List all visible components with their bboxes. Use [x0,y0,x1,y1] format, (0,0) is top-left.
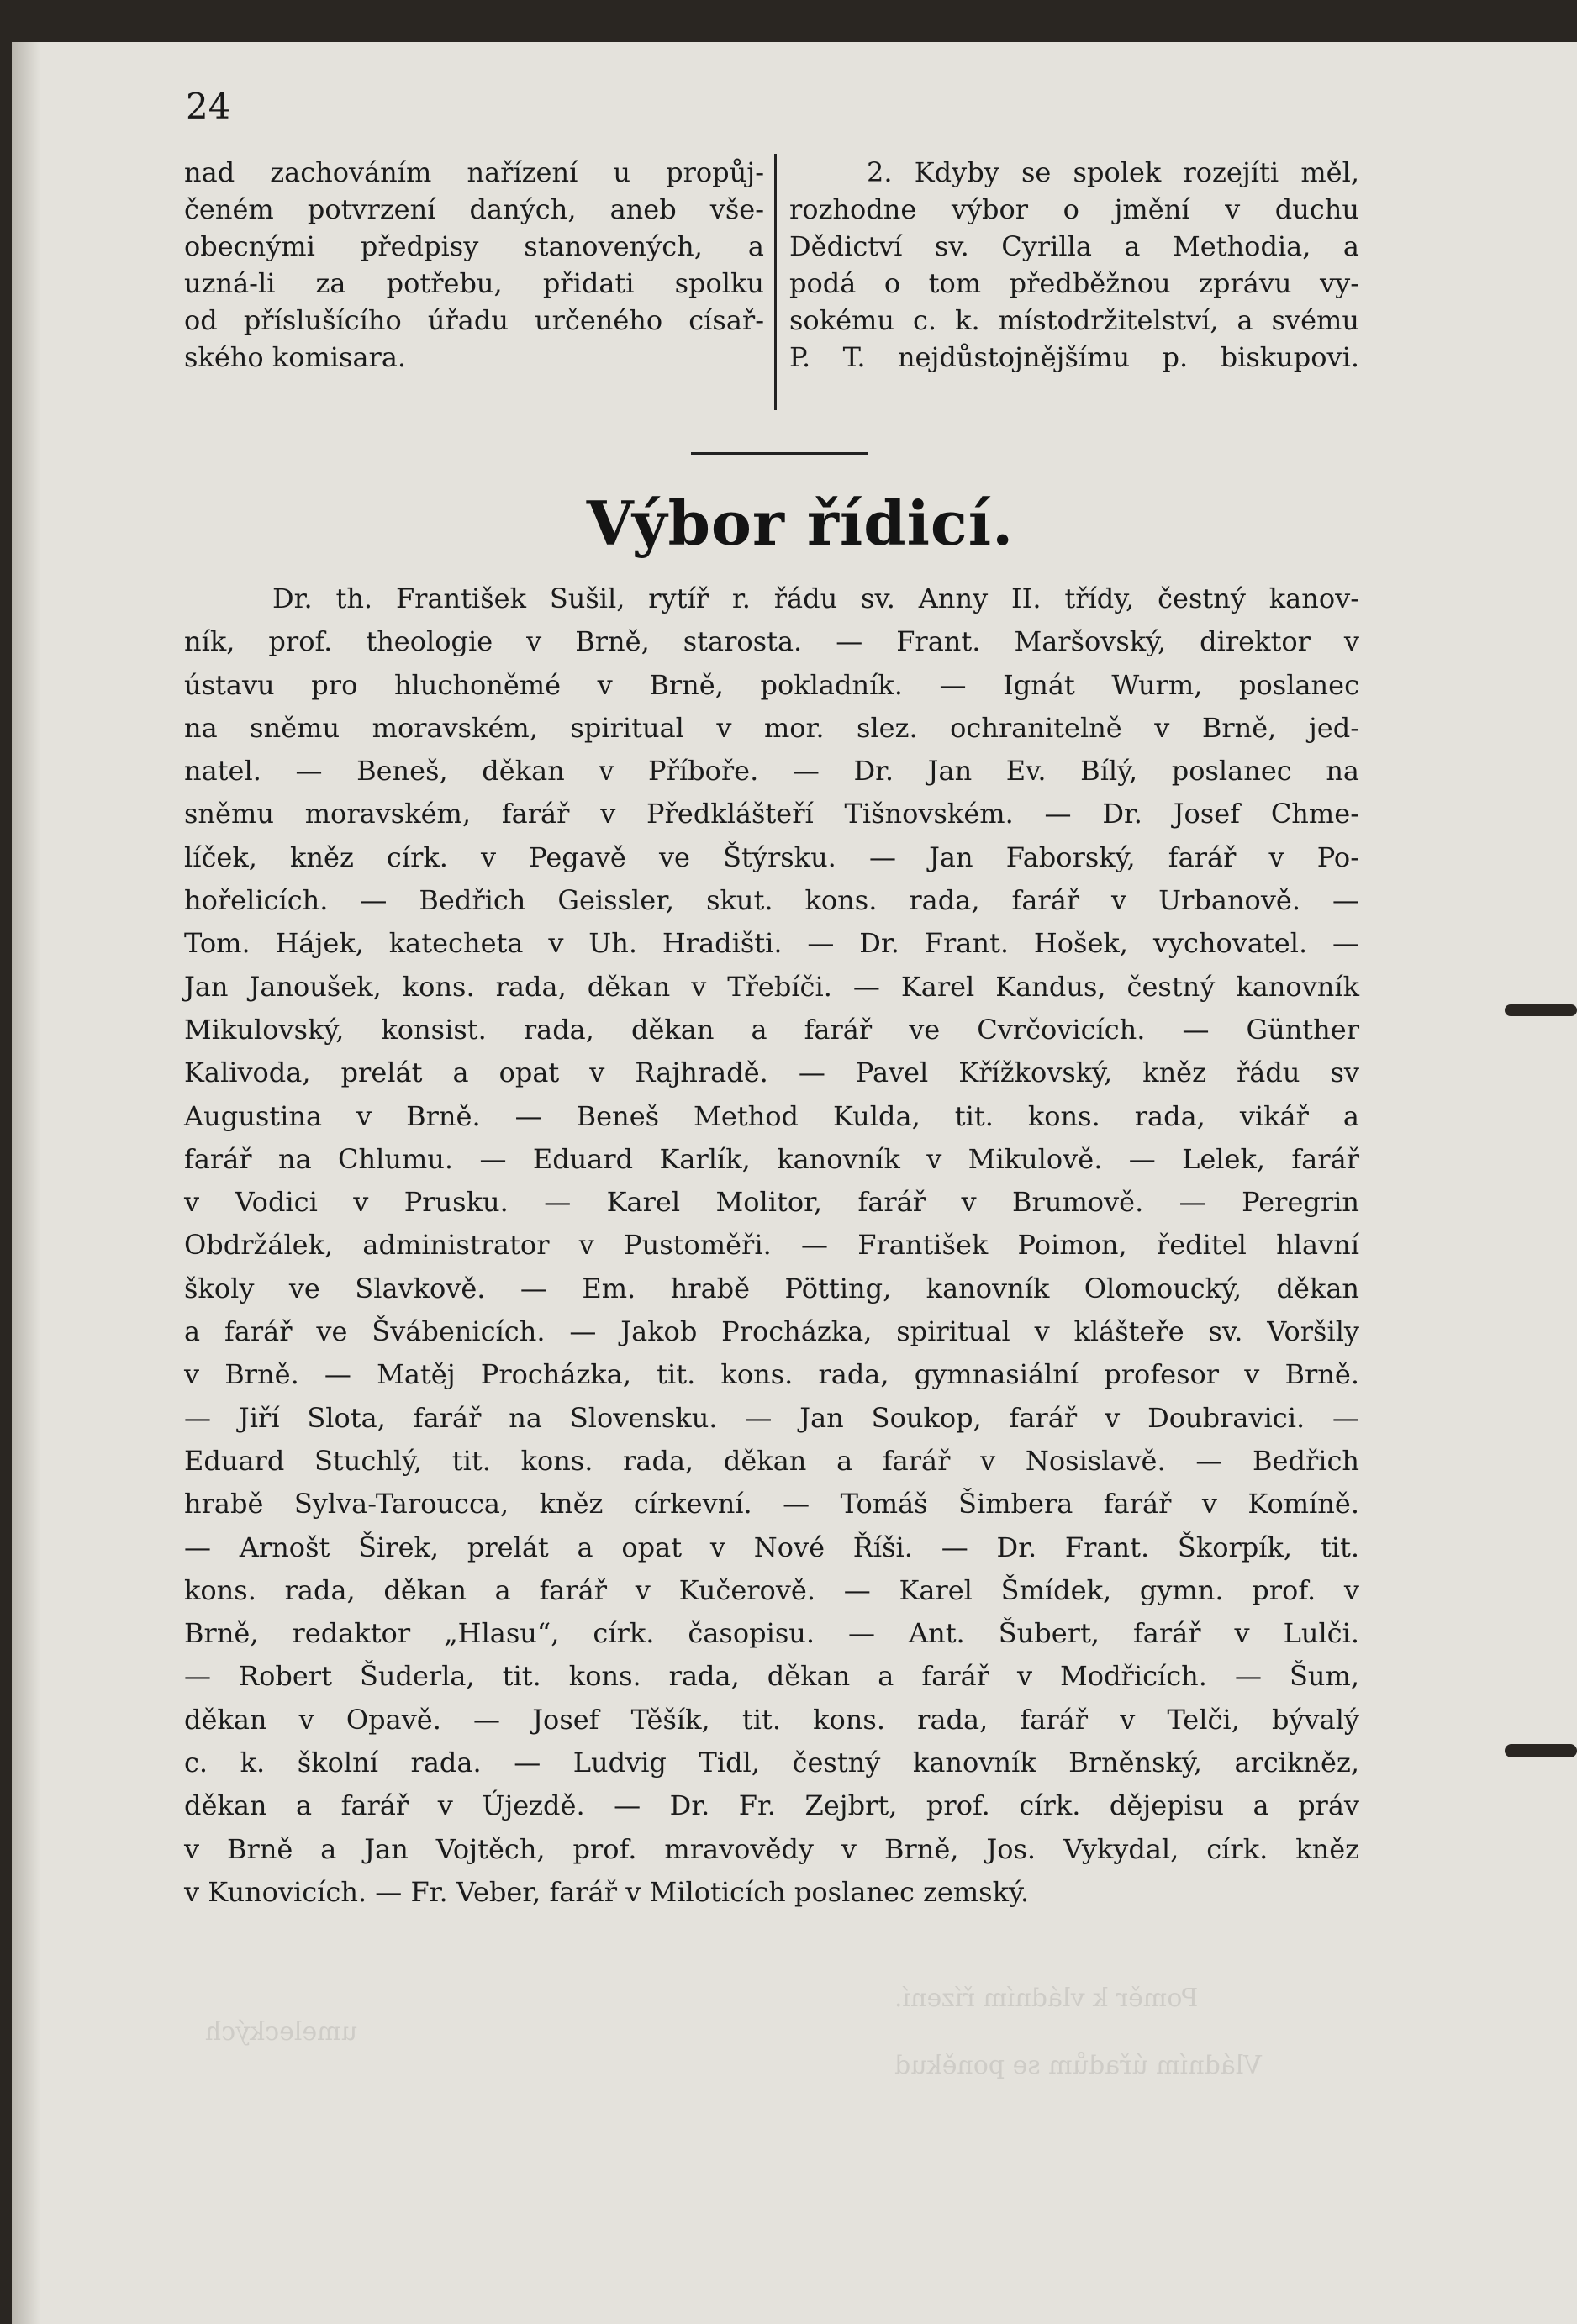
page-gutter-shadow [12,42,40,2324]
body-text-line: Kalivoda, prelát a opat v Rajhradě. — Pavel Křížkovský, kněz řádu sv [184,1057,1359,1089]
body-text-line: — Arnošt Širek, prelát a opat v Nové Říši. — Dr. Frant. Škorpík, tit. [184,1531,1359,1563]
body-text-line: sněmu moravském, farář v Předklášteří Tišnovském. — Dr. Josef Chme- [184,798,1359,830]
body-text-line: natel. — Beneš, děkan v Příboře. — Dr. Jan Ev. Bílý, poslanec na [184,755,1359,788]
body-text-line: děkan v Opavě. — Josef Těšík, tit. kons. rada, farář v Telči, bývalý [184,1703,1359,1736]
body-text-line: Dr. th. František Sušil, rytíř r. řádu sv. Anny II. třídy, čestný kanov- [272,582,1359,614]
section-rule [691,452,868,455]
body-text-line: děkan a farář v Újezdě. — Dr. Fr. Zejbrt, prof. círk. dějepisu a práv [184,1789,1359,1822]
scan-artifact [1505,1004,1577,1016]
body-text-line: c. k. školní rada. — Ludvig Tidl, čestný kanovník Brněnský, arcikněz, [184,1747,1359,1779]
text-line: uzná-li za potřebu, přidati spolku [184,267,764,299]
text-line: od příslušícího úřadu určeného císař- [184,304,764,336]
body-text-line: kons. rada, děkan a farář v Kučerově. — Karel Šmídek, gymn. prof. v [184,1573,1359,1606]
body-text-line: v Kunovicích. — Fr. Veber, farář v Miloticích poslanec zemský. [184,1875,1029,1908]
body-text-line: Mikulovský, konsist. rada, děkan a farář ve Cvrčovicích. — Günther [184,1013,1359,1046]
text-line: obecnými předpisy stanovených, a [184,230,764,262]
body-text-line: hořelicích. — Bedřich Geissler, skut. kons. rada, farář v Urbanově. — [184,884,1359,917]
text-line: nad zachováním nařízení u propůj- [184,156,764,188]
body-text-line: hrabě Sylva-Taroucca, kněz církevní. — Tomáš Šimbera farář v Komíně. [184,1488,1359,1520]
text-line: P. T. nejdůstojnějšímu p. biskupovi. [789,341,1359,373]
body-text-line: v Brně. — Matěj Procházka, tit. kons. rada, gymnasiální profesor v Brně. [184,1358,1359,1391]
scan-artifact [1505,1744,1577,1757]
text-line: rozhodne výbor o jmění v duchu [789,193,1359,225]
text-line: čeném potvrzení daných, aneb vše- [184,193,764,225]
section-heading: Výbor řídicí. [586,487,1015,559]
page-number: 24 [186,86,231,127]
committee-list [184,577,1359,1914]
body-text-line: farář na Chlumu. — Eduard Karlík, kanovník v Mikulově. — Lelek, farář [184,1142,1359,1175]
text-line: 2. Kdyby se spolek rozejíti měl, [867,156,1359,188]
body-text-line: na sněmu moravském, spiritual v mor. slez. ochranitelně v Brně, jed- [184,711,1359,744]
body-text-line: Jan Janoušek, kons. rada, děkan v Třebíči. — Karel Kandus, čestný kanovník [184,970,1359,1003]
body-text-line: ústavu pro hluchoněmé v Brně, pokladník. — Ignát Wurm, poslanec [184,668,1359,701]
text-line: podá o tom předběžnou zprávu vy- [789,267,1359,299]
body-text-line: líček, kněz círk. v Pegavě ve Štýrsku. — Jan Faborský, farář v Po- [184,841,1359,873]
book-page [12,42,1577,2324]
body-text-line: v Vodici v Prusku. — Karel Molitor, farář v Brumově. — Peregrin [184,1186,1359,1219]
body-text-line: Augustina v Brně. — Beneš Method Kulda, tit. kons. rada, vikář a [184,1099,1359,1132]
body-text-line: ník, prof. theologie v Brně, starosta. — Frant. Maršovský, direktor v [184,625,1359,658]
right-column [789,154,1359,376]
show-through-text: umeleckých [205,2017,357,2047]
body-text-line: školy ve Slavkově. — Em. hrabě Pötting, kanovník Olomoucký, děkan [184,1272,1359,1304]
body-text-line: Tom. Hájek, katecheta v Uh. Hradišti. — Dr. Frant. Hošek, vychovatel. — [184,927,1359,960]
show-through-text: Poměr k vládním řízení. [894,1984,1199,2013]
body-text-line: — Robert Šuderla, tit. kons. rada, děkan a farář v Modřicích. — Šum, [184,1660,1359,1693]
text-line: ského komisara. [184,341,407,373]
body-text-line: Brně, redaktor „Hlasu“, círk. časopisu. — Ant. Šubert, farář v Lulči. [184,1617,1359,1650]
body-text-line: — Jiří Slota, farář na Slovensku. — Jan Soukop, farář v Doubravici. — [184,1401,1359,1434]
body-text-line: v Brně a Jan Vojtěch, prof. mravovědy v Brně, Jos. Vykydal, círk. kněz [184,1832,1359,1865]
body-text-line: a farář ve Švábenicích. — Jakob Procházka, spiritual v klášteře sv. Voršily [184,1315,1359,1348]
text-line: Dědictví sv. Cyrilla a Methodia, a [789,230,1359,262]
body-text-line: Obdržálek, administrator v Pustoměři. — František Poimon, ředitel hlavní [184,1229,1359,1262]
text-line: sokému c. k. místodržitelství, a svému [789,304,1359,336]
left-column [184,154,764,376]
show-through-text: Vládním úřadům se poněkud [894,2051,1263,2080]
column-divider [774,154,777,410]
body-text-line: Eduard Stuchlý, tit. kons. rada, děkan a farář v Nosislavě. — Bedřich [184,1444,1359,1477]
